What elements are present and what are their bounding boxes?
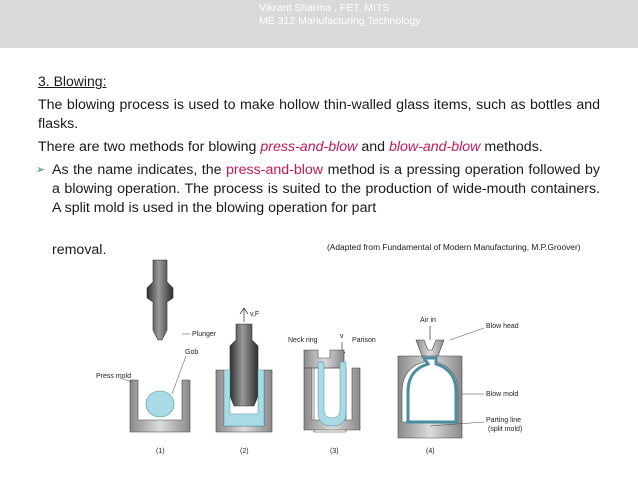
plunger-down-shape	[230, 324, 258, 406]
force-label: v,F	[250, 311, 260, 318]
step-2-label: (2)	[240, 448, 249, 455]
parison-label: Parison	[352, 337, 376, 344]
split-mold-label: (split mold)	[488, 426, 523, 433]
blow-head-shape	[416, 340, 444, 356]
parting-line-label: Parting line	[486, 417, 522, 424]
intro-paragraph: The blowing process is used to make hollow thin-walled glass items, such as bottles and flasks.	[38, 97, 600, 132]
gob-label: Gob	[185, 349, 199, 356]
bullet-last-word: removal.	[52, 242, 107, 258]
bullet-item	[38, 161, 600, 218]
method-blow-and-blow: blow-and-blow	[388, 139, 481, 155]
blow-head-label: Blow head	[486, 323, 519, 330]
plunger-label: Plunger	[192, 331, 217, 338]
bullet-prefix: As the name indicates, the	[52, 162, 227, 178]
bullet-arrow-icon: ➢	[36, 164, 46, 176]
methods-suffix: methods.	[480, 139, 543, 155]
stage-4	[398, 317, 522, 455]
course-line: ME 312 Manufacturing Technology	[259, 15, 421, 27]
stage-3	[288, 333, 376, 455]
press-and-blow-figure	[90, 258, 550, 463]
parison-shape	[318, 362, 346, 426]
step-4-label: (4)	[426, 448, 435, 455]
slide-content	[38, 72, 600, 218]
v-label: v	[340, 333, 344, 340]
press-mold-label: Press mold	[96, 373, 132, 380]
neck-ring-label: Neck ring	[288, 337, 318, 344]
stage-2	[216, 308, 272, 455]
methods-and: and	[357, 139, 389, 155]
air-in-label: Air in	[420, 317, 436, 324]
citation: (Adapted from Fundamental of Modern Manufacturing, M.P.Groover)	[327, 242, 581, 252]
methods-prefix: There are two methods for blowing	[38, 139, 261, 155]
method-press-and-blow: press-and-blow	[260, 139, 358, 155]
step-1-label: (1)	[156, 448, 165, 455]
blow-mold-label: Blow mold	[486, 391, 519, 398]
stage-1	[96, 260, 217, 455]
methods-paragraph	[38, 138, 600, 157]
section-title: 3. Blowing:	[38, 73, 107, 89]
step-3-label: (3)	[330, 448, 339, 455]
plunger-shape	[147, 260, 173, 340]
gob-shape	[146, 391, 174, 417]
bullet-text: method is a pressing operation followed by a blowing operation. The process is suited to the production of wide-mouth containers. A split mold is used in the blowing operation for part	[52, 162, 600, 216]
author-line: Vikrant Sharma , FET. MITS	[259, 2, 390, 14]
bullet-method: press-and-blow	[226, 162, 324, 178]
header	[259, 2, 421, 28]
